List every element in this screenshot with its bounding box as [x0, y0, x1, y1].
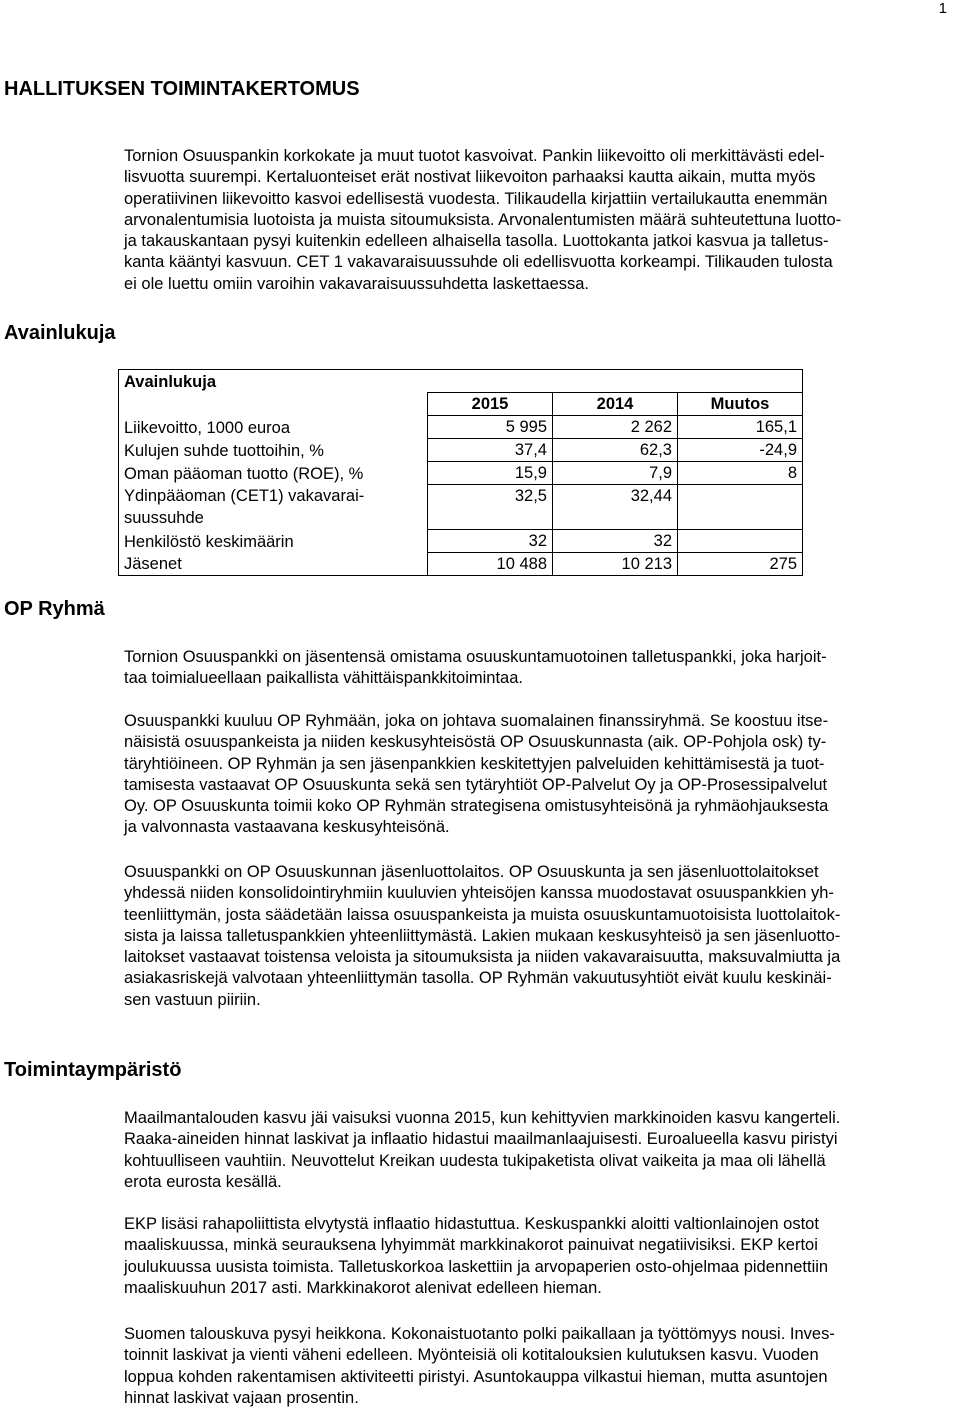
text-line: maaliskuussa, minkä seurauksena lyhyimmät markkinakorot painuivat negatiivisiksi. EKP kertoi — [124, 1236, 818, 1255]
text-line: Osuuspankki kuuluu OP Ryhmään, joka on johtava suomalainen finanssiryhmä. Se koostuu itse- — [124, 712, 829, 730]
text-line: laitokset vastaavat toistensa veloista ja sitoumuksista ja niiden vakavaraisuutta, maksuvalmiutta ja — [124, 948, 841, 967]
table-row — [119, 462, 803, 485]
value-2014: 7,9 — [553, 462, 678, 485]
text-line: Maailmantalouden kasvu jäi vaisuksi vuonna 2015, kun kehittyvien markkinoiden kasvu kangerteli. — [124, 1109, 841, 1127]
value-2014: 10 213 — [553, 553, 678, 576]
row-label: Kulujen suhde tuottoihin, % — [119, 439, 428, 462]
value-2014: 62,3 — [553, 439, 678, 462]
text-line: Tornion Osuuspankin korkokate ja muut tuotot kasvoivat. Pankin liikevoitto oli merkittävästi edel- — [124, 147, 825, 165]
value-change — [678, 485, 803, 530]
value-change: 165,1 — [678, 416, 803, 439]
text-line: maaliskuuhun 2017 asti. Markkinakorot alenivat edelleen hieman. — [124, 1278, 602, 1297]
text-line: ja takauskantaan pysyi kuitenkin edelleen alhaisella tasolla. Luottokanta jatkoi kasvua ja talletus- — [124, 232, 829, 251]
text-line: sista ja laissa talletuspankkien yhteenliittymästä. Lakien mukaan keskusyhteisö ja sen jäsenluotto- — [124, 926, 841, 945]
value-2014: 2 262 — [553, 416, 678, 439]
text-line: tamisesta vastaavat OP Osuuskunta sekä sen tytäryhtiöt OP-Palvelut Oy ja OP-Prosessipalvelut — [124, 775, 828, 794]
env-paragraph-2 — [124, 1214, 942, 1299]
value-2015: 15,9 — [428, 462, 553, 485]
value-2014: 32,44 — [553, 485, 678, 530]
section-heading-op-ryhma: OP Ryhmä — [4, 598, 105, 620]
text-line: teenliittymän, josta säädetään laissa osuuspankeista ja muista osuuskuntamuotoisista luottolaitok- — [124, 905, 841, 924]
table-title-row — [119, 370, 803, 393]
text-line: Raaka-aineiden hinnat laskivat ja inflaatio hidastui maailmanlaajuisesti. Euroalueella kasvu piristyi — [124, 1130, 838, 1149]
env-paragraph-1 — [124, 1108, 942, 1193]
text-line: joulukuussa uusista toimista. Talletuskorkoa laskettiin ja arvopaperien osto-ohjelmaa pidennettiin — [124, 1257, 829, 1276]
text-line: toinnit laskivat ja vienti väheni edelleen. Myönteisiä oli kotitalouksien kulutuksen kasvu. Vuoden — [124, 1346, 819, 1365]
text-line: lisvuotta suurempi. Kertaluonteiset erät nostivat liikevoiton parhaaksi kautta aikain, mutta myös — [124, 168, 816, 187]
intro-paragraph — [124, 146, 942, 295]
value-2015: 32 — [428, 530, 553, 553]
table-row — [119, 530, 803, 553]
text-line: kanta kääntyi kasvuun. CET 1 vakavaraisuussuhde oli edellisvuotta korkeampi. Tilikauden tulosta — [124, 253, 833, 272]
value-change: -24,9 — [678, 439, 803, 462]
text-line: yhdessä niiden konsolidointiryhmiin kuuluvien yhteisöjen kanssa muodostavat osuuspankkien yh- — [124, 884, 834, 903]
text-line: hinnat laskivat vajaan prosentin. — [124, 1388, 359, 1407]
text-line: Oy. OP Osuuskunta toimii koko OP Ryhmän strategisena omistusyhteisönä ja ryhmäohjauksesta — [124, 797, 829, 816]
page-number: 1 — [938, 0, 947, 17]
value-2015: 32,5 — [428, 485, 553, 530]
value-2015: 5 995 — [428, 416, 553, 439]
key-figures-table — [118, 369, 803, 576]
text-line: ja valvonnasta vastaavana keskusyhteisönä. — [124, 818, 450, 837]
text-line: arvonalentumisia luotoista ja muista sitoumuksista. Arvonalentumisten määrä suhteutettuna luotto- — [124, 210, 842, 229]
value-change — [678, 530, 803, 553]
text-line: loppua kohden rakentamisen aktiviteetti piristyi. Asuntokauppa vilkastui hieman, mutta asuntojen — [124, 1367, 828, 1386]
text-line: näisistä osuuspankeista ja niiden keskusyhteisöstä OP Osuuskunnasta (aik. OP-Pohjola osk) ty- — [124, 733, 827, 752]
value-change: 275 — [678, 553, 803, 576]
value-2015: 10 488 — [428, 553, 553, 576]
header-2014: 2014 — [553, 393, 678, 416]
op-paragraph-1 — [124, 647, 942, 690]
table-row — [119, 439, 803, 462]
text-line: Suomen talouskuva pysyi heikkona. Kokonaistuotanto polki paikallaan ja työttömyys nousi. Inves- — [124, 1325, 835, 1343]
row-label: Henkilöstö keskimäärin — [119, 530, 428, 553]
value-2014: 32 — [553, 530, 678, 553]
row-label — [119, 485, 428, 530]
row-label-line: Ydinpääoman (CET1) vakavarai- — [124, 486, 365, 505]
env-paragraph-3 — [124, 1324, 942, 1409]
row-label: Jäsenet — [119, 553, 428, 576]
table-row — [119, 553, 803, 576]
table-title: Avainlukuja — [119, 370, 428, 393]
text-line: EKP lisäsi rahapoliittista elvytystä inflaatio hidastuttua. Keskuspankki aloitti valtionlainojen ostot — [124, 1215, 819, 1233]
text-line: asiakasriskejä valvotaan yhteenliittymän tasolla. OP Ryhmän vakuutusyhtiöt eivät kuulu keskinäi- — [124, 969, 832, 988]
table-row — [119, 485, 803, 530]
row-label: Oman pääoman tuotto (ROE), % — [119, 462, 428, 485]
text-line: täryhtiöineen. OP Ryhmän ja sen jäsenpankkien keskitettyjen palveluiden kehittämisestä ja tuot- — [124, 754, 825, 773]
section-heading-avainlukuja: Avainlukuja — [4, 322, 116, 344]
header-2015: 2015 — [428, 393, 553, 416]
text-line: sen vastuun piiriin. — [124, 990, 261, 1009]
op-paragraph-3 — [124, 862, 942, 1011]
document-title: HALLITUKSEN TOIMINTAKERTOMUS — [4, 78, 360, 100]
text-line: Tornion Osuuspankki on jäsentensä omistama osuuskuntamuotoinen talletuspankki, joka harjoit- — [124, 648, 827, 666]
section-heading-toimintaymparisto: Toimintaympäristö — [4, 1059, 182, 1081]
table-row — [119, 416, 803, 439]
op-paragraph-2 — [124, 711, 942, 839]
header-change: Muutos — [678, 393, 803, 416]
value-2015: 37,4 — [428, 439, 553, 462]
text-line: operatiivinen liikevoitto kasvoi edellisestä vuodesta. Tilikaudella kirjattiin vertailukautta enemmän — [124, 189, 828, 208]
row-label: Liikevoitto, 1000 euroa — [119, 416, 428, 439]
table-header-row — [119, 393, 803, 416]
text-line: Osuuspankki on OP Osuuskunnan jäsenluottolaitos. OP Osuuskunta ja sen jäsenluottolaitokset — [124, 863, 819, 881]
text-line: ei ole luettu omiin varoihin vakavaraisuussuhdetta laskettaessa. — [124, 274, 590, 293]
row-label-line: suussuhde — [124, 508, 204, 527]
text-line: kohtuulliseen vauhtiin. Neuvottelut Kreikan uudesta tukipaketista olivat vaikeita ja maa oli lähellä — [124, 1151, 826, 1170]
value-change: 8 — [678, 462, 803, 485]
text-line: erota eurosta kesällä. — [124, 1172, 282, 1191]
text-line: taa toimialueellaan paikallista vähittäispankkitoimintaa. — [124, 669, 523, 688]
